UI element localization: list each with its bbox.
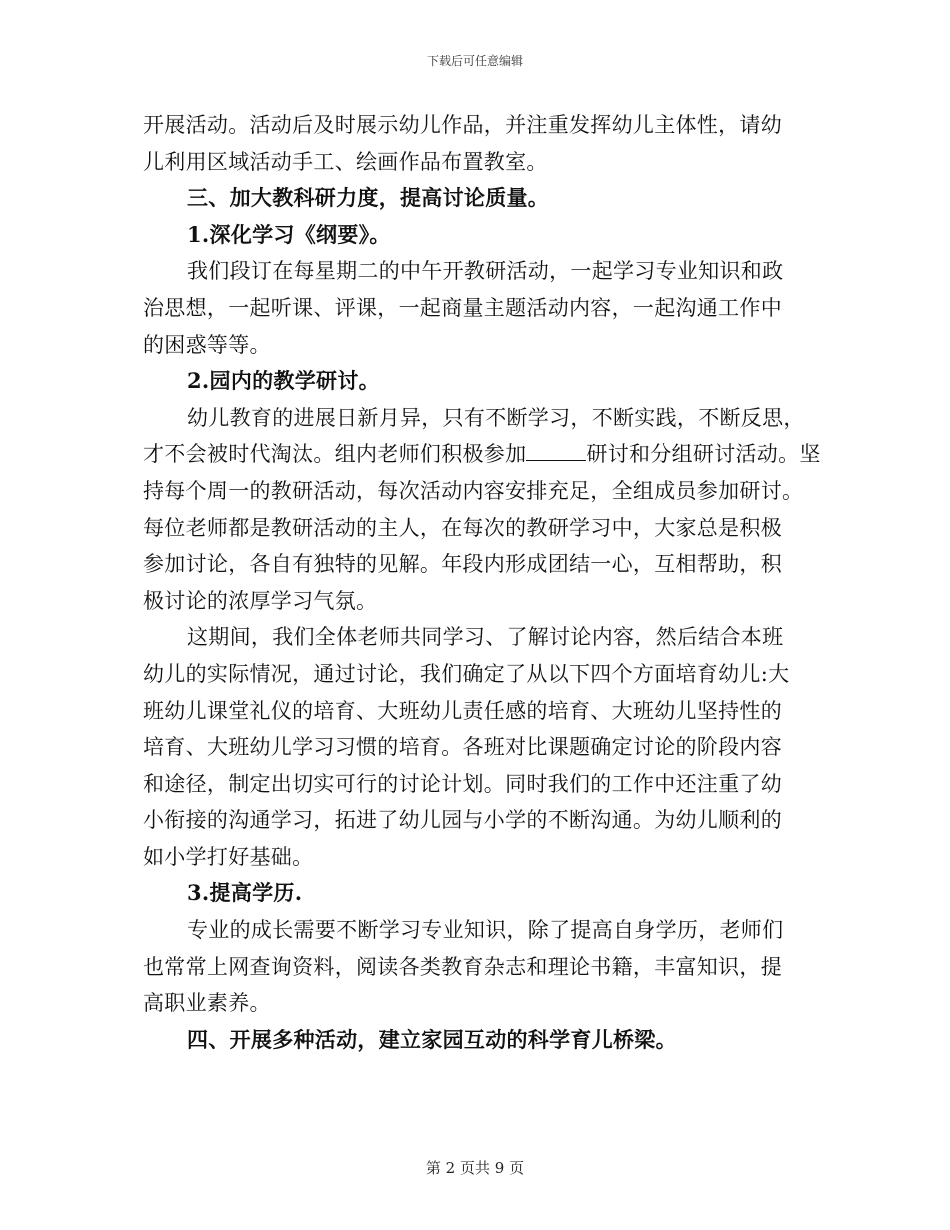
page-header: 下载后可任意编辑 xyxy=(426,54,523,68)
paragraph-line: 持每个周一的教研活动，每次活动内容安排充足，全组成员参加研讨。 xyxy=(143,478,804,503)
paragraph-line: 高职业素养。 xyxy=(143,991,271,1016)
paragraph-line: 专业的成长需要不断学习专业知识，除了提高自身学历，老师们 xyxy=(187,918,784,943)
paragraph-line: 这期间，我们全体老师共同学习、了解讨论内容，然后结合本班 xyxy=(187,625,784,650)
paragraph-line: 小衔接的沟通学习，拓进了幼儿园与小学的不断沟通。为幼儿顺利的 xyxy=(143,808,782,833)
paragraph-line: 极讨论的浓厚学习气氛。 xyxy=(143,588,378,613)
section-heading: 四、开展多种活动，建立家园互动的科学育儿桥梁。 xyxy=(187,1026,677,1052)
paragraph-line: 也常常上网查询资料，阅读各类教育杂志和理论书籍，丰富知识，提 xyxy=(143,954,782,979)
paragraph-line: 和途径，制定出切实可行的讨论计划。同时我们的工作中还注重了幼 xyxy=(143,771,782,796)
paragraph-line: 班幼儿课堂礼仪的培育、大班幼儿责任感的培育、大班幼儿坚持性的 xyxy=(143,698,782,723)
line-segment: 才不会被时代淘汰。组内老师们积极参加 xyxy=(143,442,527,467)
paragraph-line: 幼儿教育的进展日新月异，只有不断学习，不断实践，不断反思， xyxy=(187,405,805,430)
subsection-heading: 2.园内的教学研讨。 xyxy=(187,368,380,394)
paragraph-line: 治思想，一起听课、评课，一起商量主题活动内容，一起沟通工作中 xyxy=(143,295,782,320)
paragraph-line: 我们段订在每星期二的中午开教研活动，一起学习专业知识和政 xyxy=(187,259,784,284)
line-segment: 研讨和分组研讨活动。坚 xyxy=(586,442,821,467)
paragraph-line: 开展活动。活动后及时展示幼儿作品，并注重发挥幼儿主体性，请幼 xyxy=(143,113,782,137)
section-heading: 三、加大教科研力度，提高讨论质量。 xyxy=(187,185,550,211)
paragraph-line: 幼儿的实际情况，通过讨论，我们确定了从以下四个方面培育幼儿:大 xyxy=(143,661,790,686)
document-body xyxy=(143,107,821,1058)
paragraph-line xyxy=(143,436,821,473)
paragraph-line: 参加讨论，各自有独特的见解。年段内形成团结一心，互相帮助，积 xyxy=(143,552,782,577)
subsection-heading: 1.深化学习《纲要》。 xyxy=(187,221,391,247)
subsection-heading: 3.提高学历. xyxy=(187,880,303,906)
paragraph-line: 的困惑等等。 xyxy=(143,332,271,357)
paragraph-line: 如小学打好基础。 xyxy=(143,844,314,869)
page-footer: 第 2 页共 9 页 xyxy=(425,1159,525,1177)
paragraph-line: 儿利用区域活动手工、绘画作品布置教室。 xyxy=(143,149,548,174)
paragraph-line: 每位老师都是教研活动的主人，在每次的教研学习中，大家总是积极 xyxy=(143,515,782,540)
fill-in-blank xyxy=(526,440,586,461)
paragraph-line: 培育、大班幼儿学习习惯的培育。各班对比课题确定讨论的阶段内容 xyxy=(143,735,782,760)
